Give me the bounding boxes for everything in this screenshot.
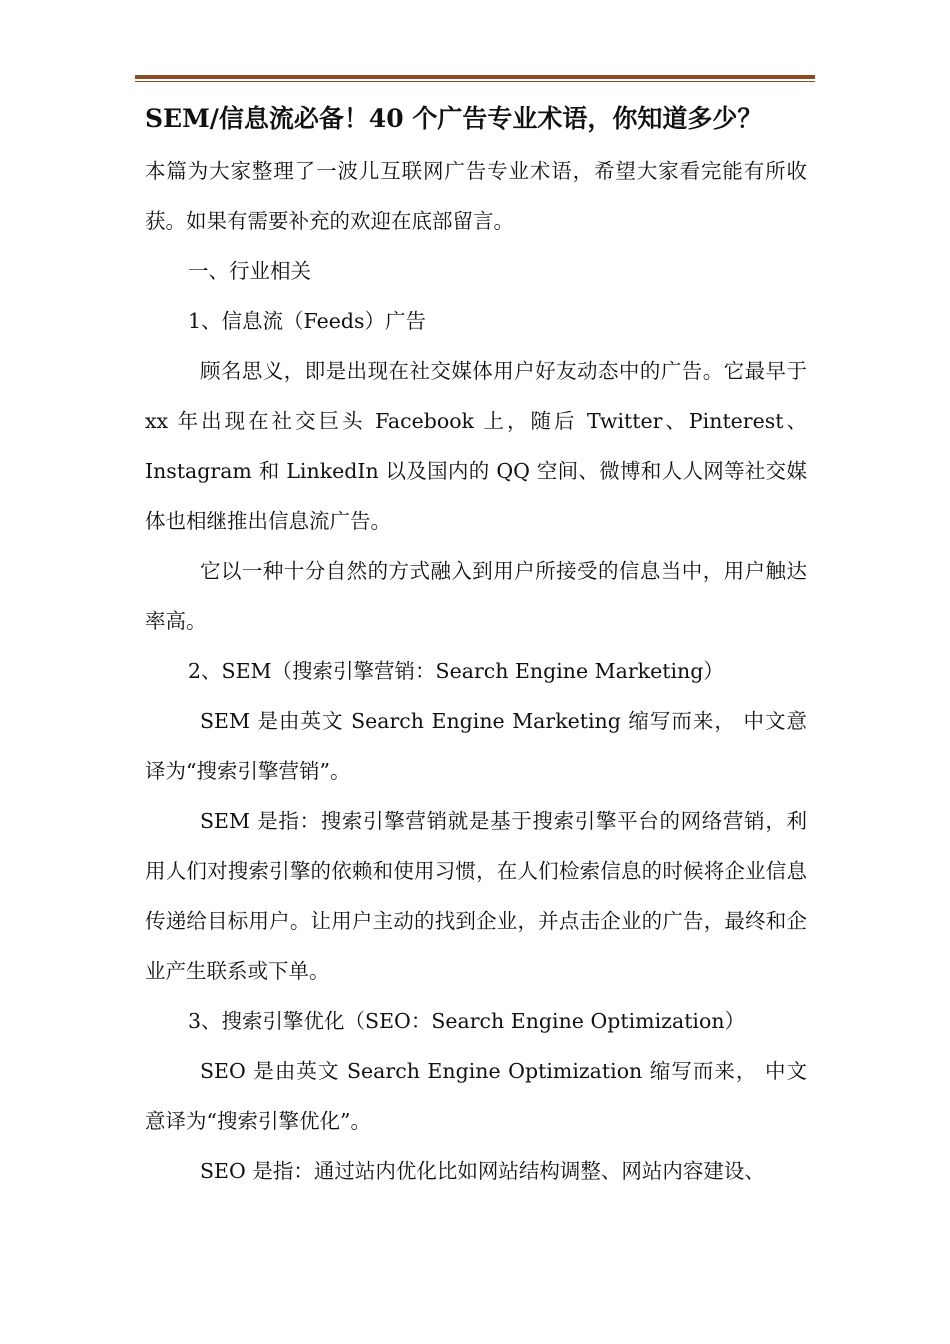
sem-definition-paragraph: SEM 是指：搜索引擎营销就是基于搜索引擎平台的网络营销，利用人们对搜索引擎的依赖和使用习惯，在人们检索信息的时候将企业信息传递给目标用户。让用户主动的找到企业，并点击企业的广告，最终和企业产生联系或下单。 [145, 809, 807, 983]
feeds-definition-paragraph: 顾名思义，即是出现在社交媒体用户好友动态中的广告。它最早于 xx 年出现在社交巨头 Facebook 上，随后 Twitter、Pinterest、Instagram 和 LinkedIn 以及国内的 QQ 空间、微博和人人网等社交媒体也相继推出信息流广告。 [145, 359, 807, 533]
seo-origin-paragraph: SEO 是由英文 Search Engine Optimization 缩写而来， 中文意译为“搜索引擎优化”。 [145, 1059, 807, 1133]
item-heading-sem: 2、SEM（搜索引擎营销：Search Engine Marketing） [188, 659, 724, 683]
intro-paragraph: 本篇为大家整理了一波儿互联网广告专业术语，希望大家看完能有所收获。如果有需要补充的欢迎在底部留言。 [145, 159, 807, 233]
header-rule-thick [135, 75, 815, 79]
document-body [145, 96, 807, 1196]
seo-definition-paragraph: SEO 是指：通过站内优化比如网站结构调整、网站内容建设、 [200, 1159, 765, 1183]
item-heading-feeds: 1、信息流（Feeds）广告 [188, 309, 427, 333]
feeds-reach-paragraph: 它以一种十分自然的方式融入到用户所接受的信息当中，用户触达率高。 [145, 559, 807, 633]
item-heading-seo: 3、搜索引擎优化（SEO：Search Engine Optimization） [188, 1009, 746, 1033]
header-rule-thin [135, 81, 815, 82]
sem-origin-paragraph: SEM 是由英文 Search Engine Marketing 缩写而来， 中文意译为“搜索引擎营销”。 [145, 709, 807, 783]
document-title: SEM/信息流必备！40 个广告专业术语，你知道多少？ [145, 104, 763, 133]
section-heading-industry: 一、行业相关 [188, 259, 311, 283]
